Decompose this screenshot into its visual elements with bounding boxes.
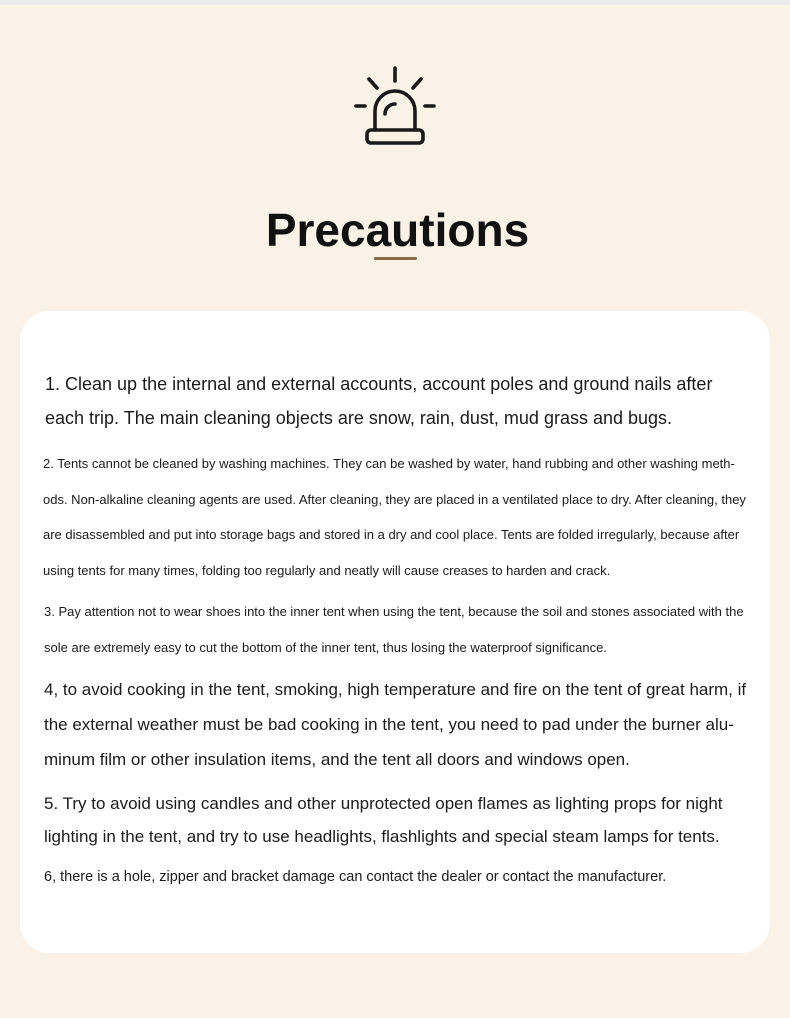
top-edge-strip — [0, 0, 790, 5]
precaution-item-6: 6, there is a hole, zipper and bracket damage can contact the dealer or contact the manufacturer. — [44, 869, 667, 885]
precaution-item-2: 2. Tents cannot be cleaned by washing machines. They can be washed by water, hand rubbing and other washing meth-ods. Non-alkaline cleaning agents are used. After cleaning, they are placed in a ventilated place to dry. After cleaning, they are disassembled and put into storage bags and stored in a dry and cool place. Tents are folded irregularly, because after using tents for many times, folding too regularly and neatly will cause creases to harden and crack. — [43, 456, 746, 578]
precaution-item-3: 3. Pay attention not to wear shoes into the inner tent when using the tent, because the soil and stones associated with the sole are extremely easy to cut the bottom of the inner tent, thus losing the waterproof significance. — [44, 604, 744, 655]
page-title: Precautions — [265, 203, 530, 256]
siren-alarm-icon — [350, 64, 440, 148]
title-divider — [374, 257, 417, 260]
precaution-item-1: 1. Clean up the internal and external accounts, account poles and ground nails after each trip. The main cleaning objects are snow, rain, dust, mud grass and bugs. — [45, 374, 713, 428]
precaution-item-5: 5. Try to avoid using candles and other unprotected open flames as lighting props for night lighting in the tent, and try to use headlights, flashlights and special steam lamps for tents. — [44, 794, 723, 846]
precaution-item-4: 4, to avoid cooking in the tent, smoking, high temperature and fire on the tent of great harm, if the external weather must be bad cooking in the tent, you need to pad under the burner alu-minum film or other insulation items, and the tent all doors and windows open. — [44, 680, 747, 769]
precautions-card — [20, 311, 770, 953]
